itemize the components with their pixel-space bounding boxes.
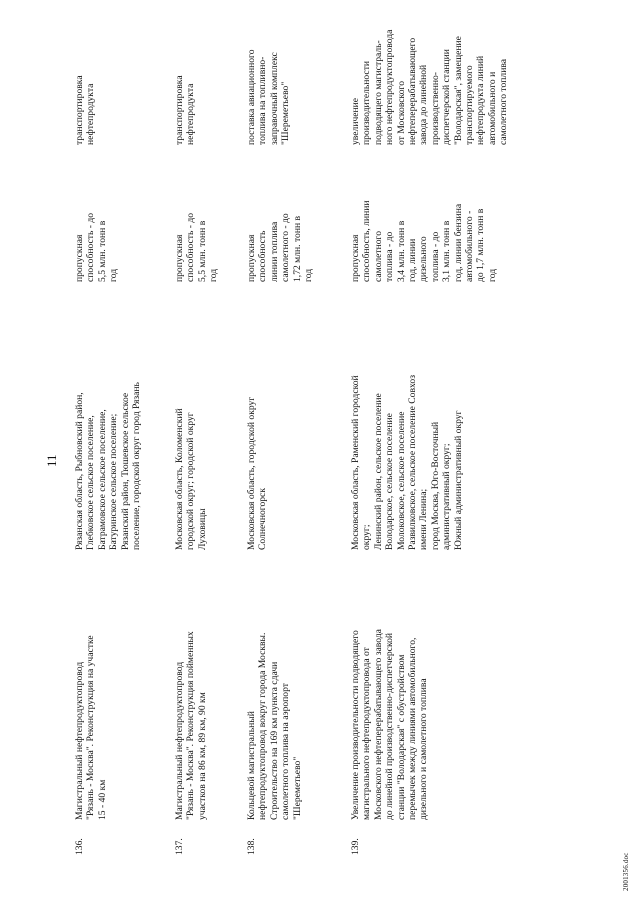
object-purpose: транспортировка нефтепродукта: [74, 75, 97, 145]
row-number: 138.: [246, 838, 257, 855]
row-number: 137.: [174, 838, 185, 855]
object-purpose: поставка авиационного топлива на топливно- заправочный комплекс "Шереметьево": [246, 49, 292, 145]
object-name: Кольцевой магистральный нефтепродуктопровод вокруг города Москвы. Строительство на 169 км пункта сдачи самолетного топлива на аэропорт "Шереметьево": [246, 632, 303, 820]
object-location: Московская область, Коломенский городской округ; городской округ Луховицы: [174, 408, 208, 550]
footer-filename: 2001356.doc: [622, 852, 630, 891]
object-characteristics: пропускная способность, линии самолетного топлива - до 3,4 млн. тонн в год, линии дизельного топлива - до 3,1 млн. тонн в год, линии бензина автомобильного - до 1,7 млн. тонн в год: [350, 200, 498, 282]
object-location: Московская область, городской округ Солнечногорск: [246, 396, 269, 550]
object-characteristics: пропускная способность - до 5,5 млн. тонн в год: [174, 212, 220, 282]
object-characteristics: пропускная способность линии топлива самолетного - до 1,72 млн. тонн в год: [246, 213, 315, 282]
row-number: 139.: [350, 838, 361, 855]
object-name: Магистральный нефтепродуктопровод "Рязань - Москва". Реконструкция на участке 15 - 40 км: [74, 635, 108, 820]
object-name: Увеличение производительности подводящего магистрального нефтепродуктопровода от Московского нефтеперерабатывающего завода до линейной производственно-диспетчерской станции "Володарская" с обустройством перемычек между линиями автомобильного, дизельного и самолетного топлива: [350, 629, 430, 820]
object-location: Московская область, Раменский городской округ; Ленинский район, сельское поселение Володарское, сельское поселение Молоковское, сельское поселение Развилковское, сельское поселение Совхоз имени Ленина; город Москва, Юго-Восточный административный округ; Южный административный округ: [350, 375, 464, 550]
object-characteristics: пропускная способность - до 5,5 млн. тонн в год: [74, 212, 120, 282]
object-purpose: увеличение производительности подводящего магистраль- ного нефтепродуктопровода от Московского нефтеперерабатывающего завода до линейной производственно- диспетчерской станции "Володарская", замещение транспортируемого нефтепродукта линий автомобильного и самолетного топлива: [350, 29, 510, 145]
object-name: Магистральный нефтепродуктопровод "Рязань - Москва". Реконструкция пойменных участков на 86 км, 89 км, 90 км: [174, 631, 208, 820]
object-location: Рязанская область, Рыбновский район, Глебковское сельское поселение, Батрамовское сельское поселение, Батуринское сельское поселение; Рязанский район, Тюшевское сельское поселение, городской округ город Рязань: [74, 382, 143, 550]
page-number: 11: [44, 454, 59, 467]
row-number: 136.: [74, 838, 85, 855]
object-purpose: транспортировка нефтепродукта: [174, 75, 197, 145]
